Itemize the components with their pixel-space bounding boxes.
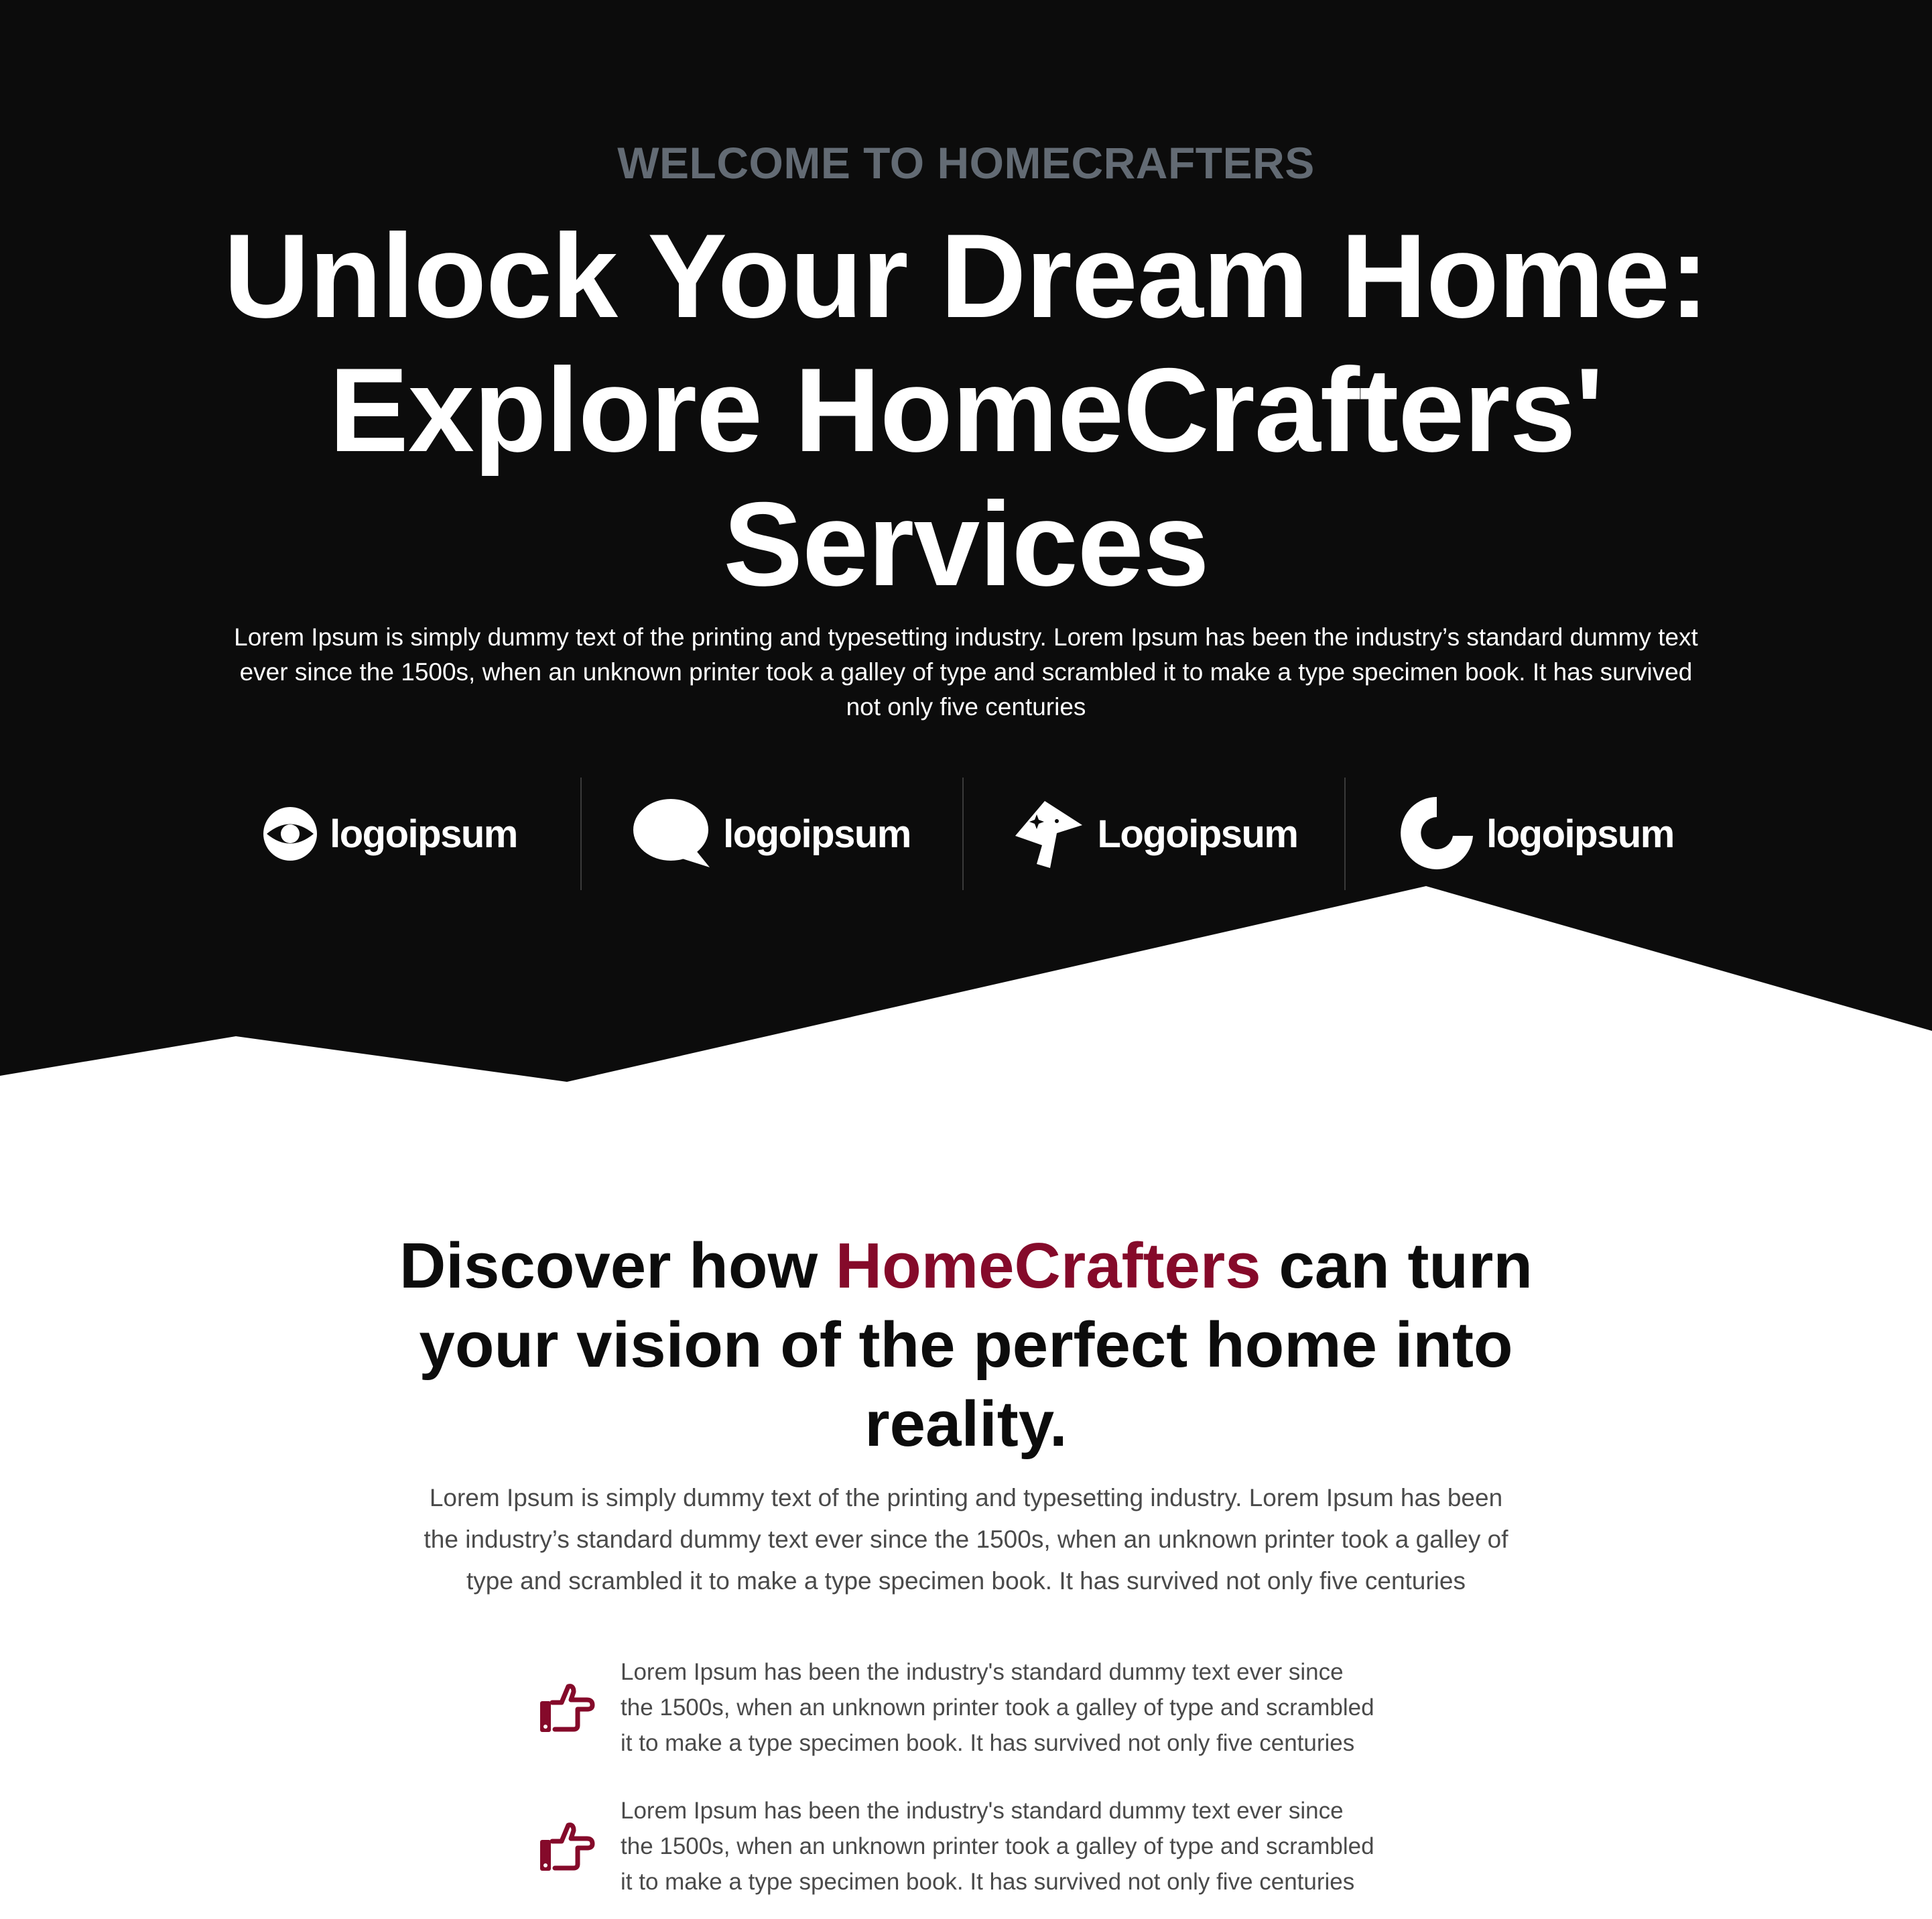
hero-eyebrow: WELCOME TO HOMECRAFTERS bbox=[617, 138, 1315, 188]
section-description: Lorem Ipsum is simply dummy text of the printing and typesetting industry. Lorem Ipsum has been the industry’s standard dummy text ever since the 1500s, when an unknown printer took a galley of type and scrambled it to make a type specimen book. It has survived not only five centuries bbox=[424, 1484, 1508, 1595]
list-item bbox=[536, 1793, 1380, 1900]
section-title-highlight: HomeCrafters bbox=[835, 1230, 1261, 1302]
section-title bbox=[322, 1227, 1610, 1464]
partner-logo-label: logoipsum bbox=[1486, 812, 1674, 856]
partner-logo-label: logoipsum bbox=[723, 812, 911, 856]
feature-text: Lorem Ipsum has been the industry's standard dummy text ever since the 1500s, when an unknown printer took a galley of type and scrambled it to make a type specimen book. It has survived not only five centuries bbox=[621, 1659, 1374, 1756]
partner-logo-2 bbox=[582, 778, 964, 890]
feature-list bbox=[536, 1654, 1380, 1919]
list-item bbox=[536, 1654, 1380, 1761]
partner-logos bbox=[200, 778, 1733, 890]
feature-text: Lorem Ipsum has been the industry's standard dummy text ever since the 1500s, when an unknown printer took a galley of type and scrambled it to make a type specimen book. It has survived not only five centuries bbox=[621, 1798, 1374, 1895]
hero-title: Unlock Your Dream Home: Explore HomeCrafters' Services bbox=[223, 209, 1709, 611]
partner-logo-1 bbox=[200, 778, 582, 890]
section-title-end: can turn your vision of the perfect home into reality. bbox=[419, 1230, 1533, 1460]
partial-ring-icon bbox=[1399, 794, 1474, 873]
pointing-hand-icon bbox=[536, 1817, 596, 1877]
ring-target-icon bbox=[263, 806, 318, 861]
sparkle-arrow-icon bbox=[1010, 798, 1085, 869]
partner-logo-label: logoipsum bbox=[330, 812, 517, 856]
hero-description: Lorem Ipsum is simply dummy text of the printing and typesetting industry. Lorem Ipsum has been the industry’s standard dummy text ever since the 1500s, when an unknown printer took a galley of type and scrambled it to make a type specimen book. It has survived not only five centuries bbox=[234, 623, 1698, 721]
pointing-hand-icon bbox=[536, 1678, 596, 1739]
partner-logo-label: Logoipsum bbox=[1097, 812, 1298, 856]
partner-logo-4 bbox=[1346, 778, 1728, 890]
section-title-start: Discover how bbox=[399, 1230, 836, 1302]
partner-logo-3 bbox=[964, 778, 1346, 890]
speech-bubble-icon bbox=[633, 799, 711, 869]
